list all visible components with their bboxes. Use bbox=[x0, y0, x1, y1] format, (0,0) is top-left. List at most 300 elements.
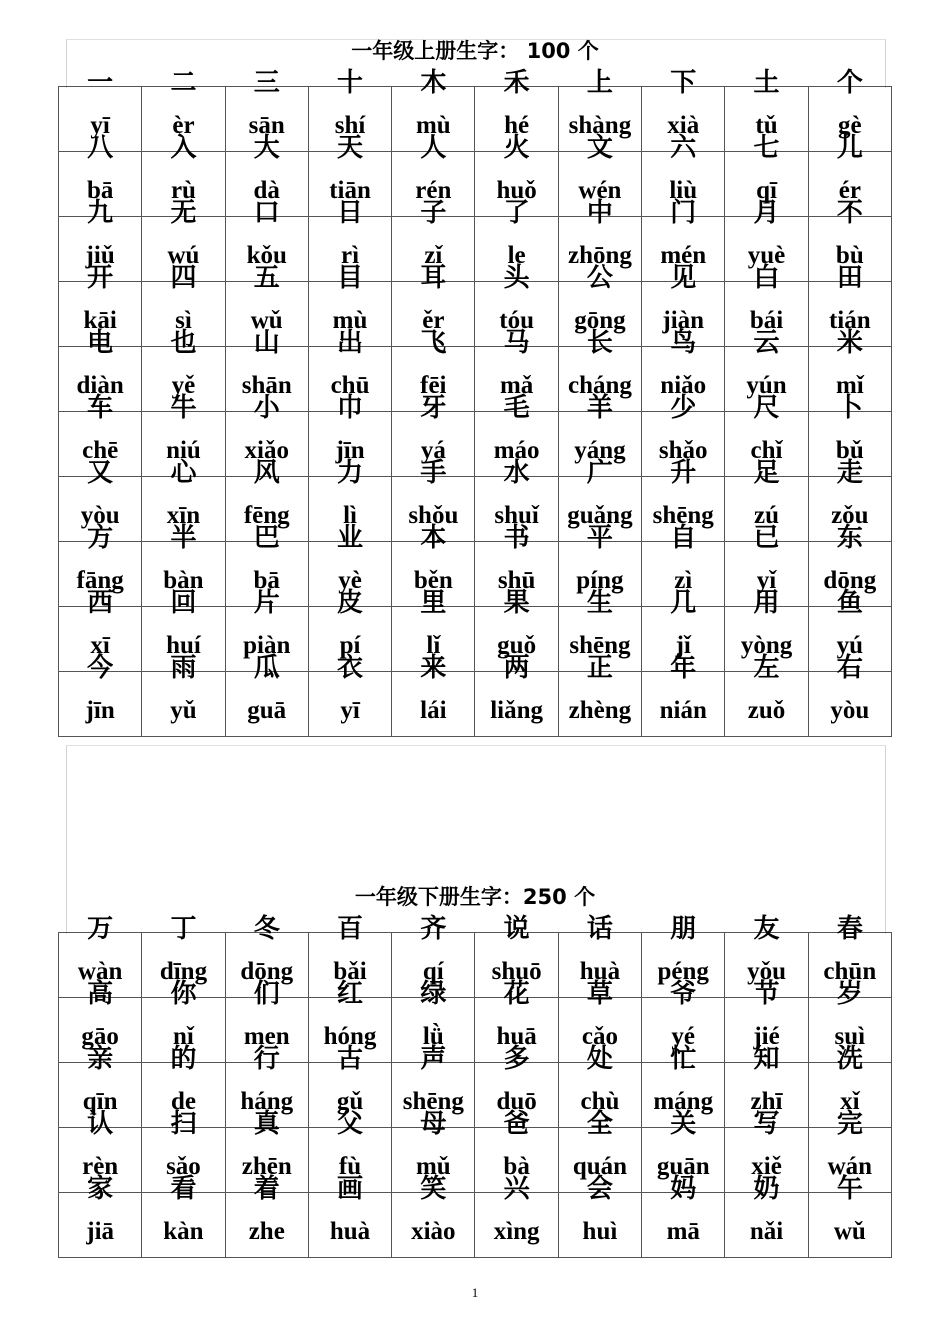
pinyin-label: yú bbox=[836, 632, 864, 659]
hanzi-character: 车 bbox=[87, 393, 114, 423]
hanzi-character: 左 bbox=[753, 653, 780, 683]
pinyin-label: xī bbox=[90, 632, 110, 659]
character-cell bbox=[225, 653, 308, 737]
pinyin-label: cháng bbox=[567, 372, 632, 399]
pinyin-label: zǐ bbox=[424, 242, 443, 269]
hanzi-character: 画 bbox=[337, 1174, 364, 1204]
hanzi-character: 果 bbox=[503, 588, 530, 618]
hanzi-character: 火 bbox=[503, 133, 530, 163]
hanzi-character: 朋 bbox=[670, 914, 697, 944]
hanzi-character: 认 bbox=[87, 1109, 114, 1139]
pinyin-label: le bbox=[507, 242, 526, 269]
pinyin-label: rù bbox=[170, 177, 196, 204]
hanzi-character: 五 bbox=[253, 263, 280, 293]
pinyin-label: diàn bbox=[76, 372, 124, 399]
pinyin-label: qī bbox=[756, 177, 777, 204]
hanzi-character: 雨 bbox=[170, 653, 197, 683]
pinyin-label: shǎo bbox=[658, 437, 708, 464]
hanzi-character: 米 bbox=[836, 328, 863, 358]
hanzi-character: 妈 bbox=[670, 1174, 697, 1204]
hanzi-character: 毛 bbox=[503, 393, 530, 423]
pinyin-label: huà bbox=[329, 1218, 371, 1245]
hanzi-character: 午 bbox=[836, 1174, 863, 1204]
hanzi-character: 不 bbox=[836, 198, 863, 228]
pinyin-label: yǐ bbox=[756, 567, 777, 594]
pinyin-label: jīn bbox=[335, 437, 365, 464]
pinyin-label: zǒu bbox=[831, 502, 869, 529]
hanzi-character: 齐 bbox=[420, 914, 447, 944]
hanzi-character: 处 bbox=[586, 1044, 613, 1074]
pinyin-label: huā bbox=[496, 1023, 537, 1050]
hanzi-character: 巾 bbox=[337, 393, 364, 423]
pinyin-label: de bbox=[170, 1088, 196, 1115]
character-table-grade1-vol1 bbox=[58, 68, 892, 737]
pinyin-label: tóu bbox=[499, 307, 534, 334]
pinyin-label: sǎo bbox=[166, 1153, 201, 1180]
hanzi-character: 三 bbox=[253, 68, 280, 98]
pinyin-label: wǔ bbox=[250, 307, 283, 334]
hanzi-character: 牙 bbox=[420, 393, 447, 423]
pinyin-label: jiā bbox=[86, 1218, 115, 1245]
pinyin-label: guān bbox=[656, 1153, 710, 1180]
hanzi-character: 关 bbox=[670, 1109, 697, 1139]
pinyin-label: yě bbox=[171, 372, 196, 399]
pinyin-label: nián bbox=[659, 697, 707, 724]
hanzi-character: 年 bbox=[670, 653, 697, 683]
hanzi-character: 子 bbox=[420, 198, 447, 228]
pinyin-label: liù bbox=[669, 177, 698, 204]
hanzi-character: 中 bbox=[586, 198, 613, 228]
hanzi-character: 多 bbox=[503, 1044, 530, 1074]
hanzi-character: 无 bbox=[170, 198, 197, 228]
pinyin-label: chūn bbox=[823, 958, 877, 985]
hanzi-character: 真 bbox=[253, 1109, 280, 1139]
hanzi-character: 衣 bbox=[337, 653, 364, 683]
pinyin-label: rèn bbox=[82, 1153, 119, 1180]
pinyin-label: sì bbox=[175, 307, 192, 334]
hanzi-character: 云 bbox=[753, 328, 780, 358]
pinyin-label: chē bbox=[82, 437, 119, 464]
hanzi-character: 冬 bbox=[253, 914, 280, 944]
hanzi-character: 儿 bbox=[836, 133, 863, 163]
section-title-grade1-vol1: 一年级上册生字： 100 个 bbox=[351, 39, 599, 63]
hanzi-character: 几 bbox=[670, 588, 697, 618]
hanzi-character: 升 bbox=[670, 458, 697, 488]
pinyin-label: jiǔ bbox=[85, 242, 115, 269]
hanzi-character: 见 bbox=[670, 263, 697, 293]
pinyin-label: ér bbox=[838, 177, 861, 204]
pinyin-label: shān bbox=[241, 372, 292, 399]
pinyin-label: yī bbox=[90, 112, 110, 139]
hanzi-character: 用 bbox=[753, 588, 780, 618]
hanzi-character: 本 bbox=[420, 523, 447, 553]
pinyin-label: xià bbox=[667, 112, 700, 139]
hanzi-character: 高 bbox=[87, 979, 114, 1009]
pinyin-label: shí bbox=[334, 112, 366, 139]
pinyin-label: bàn bbox=[163, 567, 204, 594]
hanzi-character: 十 bbox=[337, 68, 364, 98]
hanzi-character: 已 bbox=[753, 523, 780, 553]
hanzi-character: 全 bbox=[586, 1109, 613, 1139]
hanzi-character: 羊 bbox=[586, 393, 613, 423]
pinyin-label: zì bbox=[674, 567, 693, 594]
hanzi-character: 禾 bbox=[503, 68, 530, 98]
pinyin-label: lǐ bbox=[426, 632, 441, 659]
pinyin-label: qí bbox=[422, 958, 444, 985]
pinyin-label: xiǎo bbox=[244, 437, 289, 464]
pinyin-label: dà bbox=[253, 177, 280, 204]
hanzi-character: 心 bbox=[170, 458, 197, 488]
pinyin-label: bà bbox=[503, 1153, 530, 1180]
hanzi-character: 二 bbox=[170, 68, 197, 98]
pinyin-label: tiān bbox=[329, 177, 371, 204]
hanzi-character: 会 bbox=[586, 1174, 613, 1204]
hanzi-character: 少 bbox=[670, 393, 697, 423]
pinyin-label: nǎi bbox=[749, 1218, 784, 1245]
hanzi-character: 土 bbox=[753, 68, 780, 98]
pinyin-label: yáng bbox=[574, 437, 626, 464]
pinyin-label: dōng bbox=[823, 567, 877, 594]
hanzi-character: 四 bbox=[170, 263, 197, 293]
hanzi-character: 东 bbox=[836, 523, 863, 553]
pinyin-label: bù bbox=[835, 242, 864, 269]
character-cell bbox=[475, 1174, 558, 1258]
pinyin-label: yòng bbox=[740, 632, 793, 659]
hanzi-character: 草 bbox=[586, 979, 613, 1009]
hanzi-character: 西 bbox=[87, 588, 114, 618]
page-number: 1 bbox=[471, 1285, 479, 1300]
hanzi-character: 八 bbox=[87, 133, 114, 163]
pinyin-label: shuǐ bbox=[494, 502, 539, 529]
pinyin-label: máng bbox=[653, 1088, 714, 1115]
pinyin-label: pí bbox=[339, 632, 361, 659]
hanzi-character: 也 bbox=[170, 328, 197, 358]
hanzi-character: 行 bbox=[253, 1044, 280, 1074]
pinyin-label: qīn bbox=[82, 1088, 118, 1115]
hanzi-character: 又 bbox=[87, 458, 114, 488]
pinyin-label: zhī bbox=[750, 1088, 783, 1115]
hanzi-character: 巴 bbox=[253, 523, 280, 553]
pinyin-label: běn bbox=[413, 567, 453, 594]
hanzi-character: 们 bbox=[253, 979, 280, 1009]
pinyin-label: wàn bbox=[77, 958, 123, 985]
hanzi-character: 岁 bbox=[836, 979, 863, 1009]
pinyin-label: wén bbox=[578, 177, 622, 204]
pinyin-label: bǔ bbox=[835, 437, 864, 464]
pinyin-label: kāi bbox=[83, 307, 117, 334]
hanzi-character: 力 bbox=[337, 458, 364, 488]
hanzi-character: 的 bbox=[170, 1044, 197, 1074]
character-cell bbox=[308, 653, 391, 737]
hanzi-character: 正 bbox=[586, 653, 613, 683]
pinyin-label: mù bbox=[415, 112, 451, 139]
hanzi-character: 亲 bbox=[87, 1044, 114, 1074]
pinyin-label: shū bbox=[497, 567, 536, 594]
hanzi-character: 山 bbox=[253, 328, 280, 358]
hanzi-character: 右 bbox=[836, 653, 863, 683]
pinyin-label: jié bbox=[753, 1023, 780, 1050]
pinyin-label: lǜ bbox=[422, 1023, 444, 1050]
pinyin-label: gè bbox=[838, 112, 862, 139]
pinyin-label: kǒu bbox=[246, 242, 287, 269]
hanzi-character: 半 bbox=[170, 523, 197, 553]
pinyin-label: guā bbox=[247, 697, 287, 724]
hanzi-character: 洗 bbox=[836, 1044, 863, 1074]
hanzi-character: 声 bbox=[420, 1044, 447, 1074]
hanzi-character: 家 bbox=[87, 1174, 114, 1204]
hanzi-character: 耳 bbox=[420, 263, 447, 293]
hanzi-character: 出 bbox=[337, 328, 364, 358]
pinyin-label: yá bbox=[420, 437, 446, 464]
hanzi-character: 门 bbox=[670, 198, 697, 228]
pinyin-label: lì bbox=[343, 502, 357, 529]
pinyin-label: zhēn bbox=[241, 1153, 292, 1180]
hanzi-character: 广 bbox=[586, 458, 613, 488]
hanzi-character: 爷 bbox=[670, 979, 697, 1009]
hanzi-character: 平 bbox=[586, 523, 613, 553]
pinyin-label: huǒ bbox=[496, 177, 537, 204]
character-cell bbox=[308, 1174, 391, 1258]
character-cell bbox=[808, 653, 891, 737]
hanzi-character: 里 bbox=[420, 588, 447, 618]
pinyin-label: tián bbox=[828, 307, 871, 334]
hanzi-character: 人 bbox=[420, 133, 447, 163]
pinyin-label: shuō bbox=[491, 958, 542, 985]
pinyin-label: tǔ bbox=[755, 112, 778, 139]
hanzi-character: 一 bbox=[87, 68, 114, 98]
hanzi-character: 节 bbox=[753, 979, 780, 1009]
pinyin-label: máo bbox=[493, 437, 540, 464]
pinyin-label: huì bbox=[582, 1218, 618, 1245]
pinyin-label: fēi bbox=[420, 372, 447, 399]
hanzi-character: 两 bbox=[503, 653, 530, 683]
pinyin-label: bā bbox=[253, 567, 280, 594]
hanzi-character: 回 bbox=[170, 588, 197, 618]
pinyin-label: jiàn bbox=[662, 307, 705, 334]
pinyin-label: mǐ bbox=[835, 372, 864, 399]
hanzi-character: 业 bbox=[337, 523, 364, 553]
pinyin-label: yòu bbox=[830, 697, 870, 724]
hanzi-character: 兴 bbox=[503, 1174, 530, 1204]
table-row bbox=[59, 672, 892, 737]
pinyin-label: kàn bbox=[163, 1218, 204, 1245]
hanzi-character: 入 bbox=[170, 133, 197, 163]
hanzi-character: 手 bbox=[420, 458, 447, 488]
pinyin-label: yī bbox=[340, 697, 360, 724]
hanzi-character: 走 bbox=[836, 458, 863, 488]
hanzi-character: 你 bbox=[170, 979, 197, 1009]
hanzi-character: 来 bbox=[420, 653, 447, 683]
hanzi-character: 方 bbox=[87, 523, 114, 553]
character-cell bbox=[725, 1174, 808, 1258]
pinyin-label: guǒ bbox=[497, 632, 537, 659]
pinyin-label: niú bbox=[166, 437, 201, 464]
pinyin-label: ěr bbox=[422, 307, 445, 334]
hanzi-character: 足 bbox=[753, 458, 780, 488]
pinyin-label: yún bbox=[746, 372, 787, 399]
hanzi-character: 着 bbox=[253, 1174, 280, 1204]
pinyin-label: mù bbox=[332, 307, 368, 334]
hanzi-character: 花 bbox=[503, 979, 530, 1009]
hanzi-character: 牛 bbox=[170, 393, 197, 423]
hanzi-character: 九 bbox=[87, 198, 114, 228]
pinyin-label: wán bbox=[827, 1153, 873, 1180]
hanzi-character: 今 bbox=[87, 653, 114, 683]
character-cell bbox=[142, 1174, 225, 1258]
hanzi-character: 看 bbox=[170, 1174, 197, 1204]
hanzi-character: 完 bbox=[836, 1109, 863, 1139]
hanzi-character: 飞 bbox=[420, 328, 447, 358]
hanzi-character: 说 bbox=[503, 914, 530, 944]
pinyin-label: xiě bbox=[751, 1153, 782, 1180]
pinyin-label: wǔ bbox=[833, 1218, 866, 1245]
hanzi-character: 开 bbox=[87, 263, 114, 293]
pinyin-label: guǎng bbox=[567, 502, 633, 529]
hanzi-character: 鸟 bbox=[670, 328, 697, 358]
pinyin-label: gōng bbox=[574, 307, 626, 334]
hanzi-character: 卜 bbox=[836, 393, 863, 423]
pinyin-label: rì bbox=[341, 242, 360, 269]
pinyin-label: sān bbox=[248, 112, 285, 139]
pinyin-label: bā bbox=[86, 177, 114, 204]
hanzi-character: 扫 bbox=[170, 1109, 197, 1139]
pinyin-label: háng bbox=[240, 1088, 294, 1115]
pinyin-label: zhèng bbox=[568, 697, 632, 724]
hanzi-character: 风 bbox=[253, 458, 280, 488]
pinyin-label: xīn bbox=[166, 502, 201, 529]
pinyin-label: zú bbox=[754, 502, 780, 529]
pinyin-label: mǎ bbox=[499, 372, 534, 399]
pinyin-label: xǐ bbox=[840, 1088, 860, 1115]
character-cell bbox=[725, 653, 808, 737]
hanzi-character: 了 bbox=[503, 198, 530, 228]
pinyin-label: yuè bbox=[747, 242, 786, 269]
hanzi-character: 古 bbox=[337, 1044, 364, 1074]
hanzi-character: 六 bbox=[670, 133, 697, 163]
pinyin-label: shēng bbox=[652, 502, 714, 529]
hanzi-character: 写 bbox=[753, 1109, 780, 1139]
hanzi-character: 百 bbox=[337, 914, 364, 944]
character-cell bbox=[142, 653, 225, 737]
hanzi-character: 母 bbox=[420, 1109, 447, 1139]
pinyin-label: bái bbox=[749, 307, 784, 334]
hanzi-character: 个 bbox=[836, 68, 863, 98]
pinyin-label: chù bbox=[580, 1088, 620, 1115]
pinyin-label: piàn bbox=[243, 632, 291, 659]
pinyin-label: dōng bbox=[240, 958, 294, 985]
pinyin-label: chǐ bbox=[750, 437, 783, 464]
pinyin-label: lái bbox=[420, 697, 447, 724]
pinyin-label: yè bbox=[338, 567, 362, 594]
pinyin-label: dīng bbox=[159, 958, 208, 985]
pinyin-label: yǔ bbox=[170, 697, 197, 724]
pinyin-label: yǒu bbox=[747, 958, 786, 985]
hanzi-character: 七 bbox=[753, 133, 780, 163]
pinyin-label: huà bbox=[579, 958, 621, 985]
hanzi-character: 片 bbox=[253, 588, 280, 618]
pinyin-label: zuǒ bbox=[747, 697, 786, 724]
hanzi-character: 白 bbox=[753, 263, 780, 293]
pinyin-label: shǒu bbox=[408, 502, 459, 529]
hanzi-character: 奶 bbox=[753, 1174, 780, 1204]
pinyin-label: mǔ bbox=[415, 1153, 451, 1180]
hanzi-character: 电 bbox=[87, 328, 114, 358]
hanzi-character: 马 bbox=[503, 328, 530, 358]
pinyin-label: duō bbox=[496, 1088, 537, 1115]
pinyin-label: liǎng bbox=[490, 697, 544, 724]
pinyin-label: suì bbox=[834, 1023, 866, 1050]
pinyin-label: jǐ bbox=[675, 632, 691, 659]
character-cell bbox=[558, 1174, 641, 1258]
pinyin-label: xìng bbox=[493, 1218, 540, 1245]
section-title-grade1-vol2: 一年级下册生字：250 个 bbox=[354, 885, 596, 909]
pinyin-label: hé bbox=[504, 112, 530, 139]
hanzi-character: 月 bbox=[753, 198, 780, 228]
character-cell bbox=[392, 1174, 475, 1258]
pinyin-label: yé bbox=[671, 1023, 696, 1050]
character-cell bbox=[225, 1174, 308, 1258]
hanzi-character: 目 bbox=[337, 263, 364, 293]
pinyin-label: rén bbox=[415, 177, 452, 204]
pinyin-label: fù bbox=[338, 1153, 362, 1180]
hanzi-character: 书 bbox=[503, 523, 530, 553]
hanzi-character: 公 bbox=[586, 263, 613, 293]
pinyin-label: zhe bbox=[248, 1218, 285, 1245]
hanzi-character: 田 bbox=[836, 263, 863, 293]
pinyin-label: mā bbox=[666, 1218, 700, 1245]
hanzi-character: 天 bbox=[337, 133, 364, 163]
hanzi-character: 下 bbox=[670, 68, 697, 98]
pinyin-label: yòu bbox=[80, 502, 120, 529]
hanzi-character: 生 bbox=[586, 588, 613, 618]
hanzi-character: 友 bbox=[753, 914, 780, 944]
pinyin-label: shàng bbox=[568, 112, 632, 139]
hanzi-character: 头 bbox=[503, 263, 530, 293]
pinyin-label: xiào bbox=[411, 1218, 456, 1245]
hanzi-character: 自 bbox=[670, 523, 697, 553]
pinyin-label: píng bbox=[576, 567, 624, 594]
hanzi-character: 木 bbox=[420, 68, 447, 98]
character-cell bbox=[59, 653, 142, 737]
hanzi-character: 春 bbox=[836, 914, 863, 944]
character-cell bbox=[642, 1174, 725, 1258]
hanzi-character: 鱼 bbox=[836, 588, 863, 618]
pinyin-label: fēng bbox=[243, 502, 290, 529]
hanzi-character: 日 bbox=[337, 198, 364, 228]
hanzi-character: 爸 bbox=[503, 1109, 530, 1139]
character-cell bbox=[558, 653, 641, 737]
hanzi-character: 知 bbox=[753, 1044, 780, 1074]
hanzi-character: 长 bbox=[586, 328, 613, 358]
pinyin-label: èr bbox=[172, 112, 195, 139]
pinyin-label: huí bbox=[166, 632, 201, 659]
hanzi-character: 红 bbox=[337, 979, 364, 1009]
hanzi-character: 万 bbox=[87, 914, 114, 944]
hanzi-character: 瓜 bbox=[253, 653, 280, 683]
hanzi-character: 小 bbox=[253, 393, 280, 423]
pinyin-label: quán bbox=[572, 1153, 628, 1180]
pinyin-label: shēng bbox=[569, 632, 631, 659]
pinyin-label: fāng bbox=[76, 567, 124, 594]
pinyin-label: péng bbox=[657, 958, 709, 985]
hanzi-character: 文 bbox=[586, 133, 613, 163]
hanzi-character: 绿 bbox=[420, 979, 447, 1009]
character-cell bbox=[475, 653, 558, 737]
hanzi-character: 口 bbox=[253, 198, 280, 228]
table-row bbox=[59, 1193, 892, 1258]
character-cell bbox=[59, 1174, 142, 1258]
pinyin-label: shēng bbox=[402, 1088, 464, 1115]
